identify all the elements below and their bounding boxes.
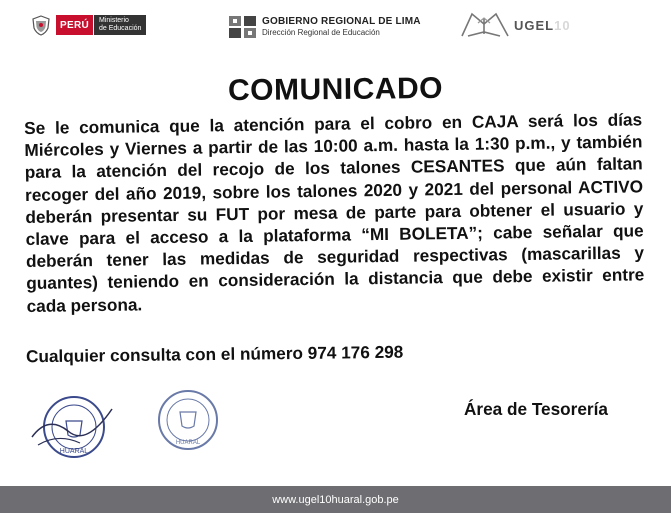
peru-minedu-logo	[30, 14, 146, 36]
seal1-text: HUARAL	[59, 448, 89, 455]
peru-shield-icon	[30, 14, 52, 36]
signature-area-label: Área de Tesorería	[464, 399, 608, 419]
website-link[interactable]: www.ugel10huaral.gob.pe	[272, 493, 399, 506]
official-seal	[156, 388, 220, 452]
ugel-logo	[458, 10, 571, 40]
contact-line: Cualquier consulta con el número 974 176 298	[25, 341, 404, 367]
seal2-text: HUARAL	[175, 440, 201, 446]
announcement-body: Se le comunica que la atención para el cobro en CAJA será los días Miércoles y Viernes a partir de las 10:00 a.m. hasta la 1:30 p.m., y también para la atención del recojo de los talones CESANTES que aún faltan recoger del año 2019, sobre los talones 2020 y 2021 del personal ACTIVO deberán presentar su FUT por mesa de parte para obtener el usuario y clave para el acceso a la plataforma “MI BOLETA”; cabe señalar que deberán tener las medidas de seguridad respectivas (mascarillas y guantes) teniendo en consideración la distancia que debe existir entre cada persona.	[24, 109, 645, 316]
letterhead	[0, 0, 671, 56]
gore-title: GOBIERNO REGIONAL DE LIMA	[262, 16, 421, 27]
ugel-book-icon	[458, 10, 512, 40]
gobierno-regional-logo	[228, 14, 421, 40]
gore-subtitle: Dirección Regional de Educación	[262, 28, 380, 37]
official-seal-with-signature	[28, 387, 116, 467]
document-title: COMUNICADO	[227, 71, 444, 108]
ugel-label: UGEL10	[514, 17, 571, 33]
footer-bar	[0, 486, 671, 513]
peru-label: PERÚ	[60, 19, 89, 31]
gore-emblem-icon	[228, 14, 258, 40]
ministry-label: Ministerio de Educación	[93, 15, 146, 35]
